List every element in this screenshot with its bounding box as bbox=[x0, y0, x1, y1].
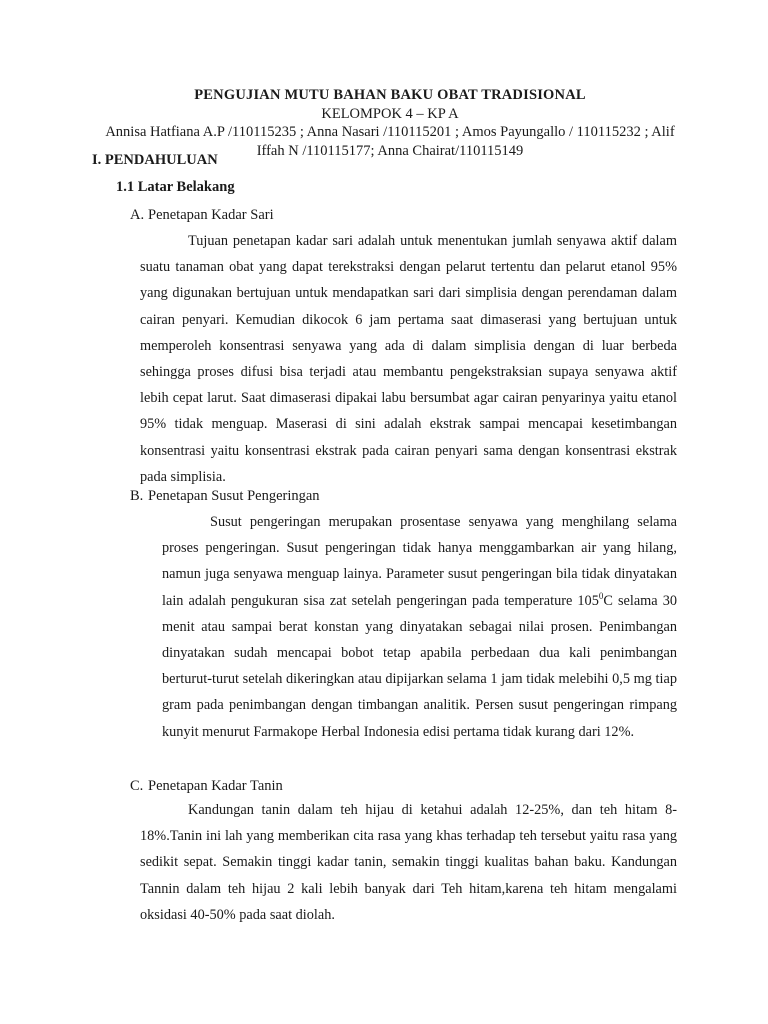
author-list: Annisa Hatfiana A.P /110115235 ; Anna Nasari /110115201 ; Amos Payungallo / 110115232 ; Alif Iffah N /110115177; Anna Chairat/110115149 bbox=[105, 124, 675, 159]
group-label: KELOMPOK 4 – KP A bbox=[321, 105, 459, 122]
item-c-title: Penetapan Kadar Tanin bbox=[148, 778, 283, 794]
item-b-superscript: 0 bbox=[598, 590, 604, 601]
document-header bbox=[90, 86, 690, 160]
section-heading: I. PENDAHULUAN bbox=[92, 152, 218, 168]
subsection-heading: 1.1 Latar Belakang bbox=[116, 179, 235, 195]
item-a-heading bbox=[130, 206, 274, 224]
item-b-heading bbox=[130, 487, 320, 505]
item-b-text-after: C selama 30 menit atau sampai berat konstan yang dinyatakan sebagai nilai prosen. Penimbangan dinyatakan sudah mencapai bobot tetap apabila perbedaan dua kali penimbangan berturut-turut setelah dikeringkan atau dipijarkan selama 1 jam tidak melebihi 0,5 mg tiap gram pada penimbangan dengan timbangan analitik. Persen susut pengeringan rimpang kunyit menurut Farmakope Herbal Indonesia edisi pertama tidak kurang dari 12%. bbox=[162, 592, 677, 740]
item-b-title: Penetapan Susut Pengeringan bbox=[148, 488, 320, 504]
item-b-text-before: Susut pengeringan merupakan prosentase senyawa yang menghilang selama proses pengeringan. Susut pengeringan tidak hanya menggambarkan air yang hilang, namun juga senyawa menguap lainya. Parameter susut pengeringan bila tidak dinyatakan lain adalah pengukuran sisa zat setelah pengeringan pada temperature 105 bbox=[162, 514, 677, 609]
item-c-paragraph: Kandungan tanin dalam teh hijau di ketahui adalah 12-25%, dan teh hitam 8-18%.Tanin ini lah yang memberikan cita rasa yang khas terhadap teh tersebut yaitu rasa yang sedikit sepat. Semakin tinggi kadar tanin, semakin tinggi kualitas bahan baku. Kandungan Tannin dalam teh hijau 2 kali lebih banyak dari Teh hitam,karena teh hitam mengalami oksidasi 40-50% pada saat diolah. bbox=[140, 802, 677, 923]
item-a-paragraph: Tujuan penetapan kadar sari adalah untuk menentukan jumlah senyawa aktif dalam suatu tanaman obat yang dapat terekstraksi dengan pelarut tertentu dan pelarut etanol 95% yang digunakan bertujuan untuk mendapatkan sari dari simplisia dengan perendaman dalam cairan penyari. Kemudian dikocok 6 jam pertama saat dimaserasi yang bertujuan untuk memperoleh konsentrasi senyawa yang ada di dalam simplisia dengan di luar berbeda sehingga proses difusi bisa terjadi atau membantu pengekstraksian supaya senyawa aktif lebih cepat larut. Saat dimaserasi dipakai labu bersumbat agar cairan penyarinya yaitu etanol 95% tidak menguap. Maserasi di sini adalah ekstrak sampai mencapai kesetimbangan konsentrasi yaitu konsentrasi ekstrak pada cairan penyari sama dengan konsentrasi ekstrak pada simplisia. bbox=[140, 233, 677, 485]
item-b-letter: B. bbox=[130, 488, 144, 504]
item-c-heading bbox=[130, 777, 283, 795]
item-c-letter: C. bbox=[130, 778, 144, 794]
item-a-letter: A. bbox=[130, 207, 145, 223]
document-title: PENGUJIAN MUTU BAHAN BAKU OBAT TRADISIONAL bbox=[194, 87, 586, 103]
item-a-title: Penetapan Kadar Sari bbox=[148, 207, 274, 223]
item-b-paragraph bbox=[162, 509, 677, 745]
